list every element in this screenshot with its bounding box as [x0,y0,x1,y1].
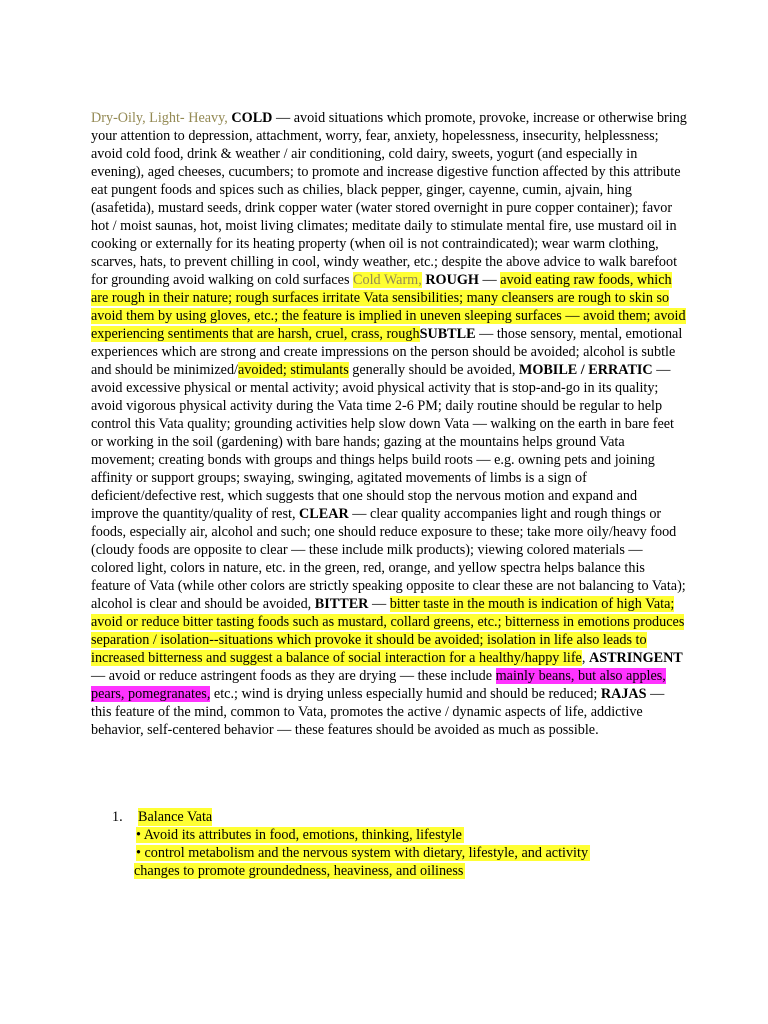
dash-text: — [478,272,501,288]
bullet-list [136,826,696,880]
bullet-item [136,844,696,862]
cold-description: — avoid situations which promote, provoke, increase or otherwise bring your attention to depression, attachment, worry, fear, anxiety, hopelessness, insecurity, helplessness; avoid cold food, drink & weather / air conditioning, cold dairy, sweets, yogurt (and especially in evening), aged cheeses, cucumbers; to promote and increase digestive function affected by this attribute eat pungent foods and spices such as chilies, black pepper, ginger, cayenne, cumin, ajvain, hing (asafetida), mustard seeds, drink copper water (water stored overnight in pure copper container); favor hot / moist saunas, hot, moist living climates; meditate daily to stimulate mental fire, use mustard oil in cooking or externally for its heating property (when oil is not contraindicated); wear warm clothing, scarves, hats, to prevent chilling in cool, windy weather, etc.; despite the above advice to walk barefoot for grounding avoid walking on cold surfaces [91,110,687,288]
bitter-description-highlight: bitter taste in the mouth is indication of high Vata; avoid or reduce bitter tasting foods such as mustard, collard greens, etc.; bitterness in emotions produces separation / isolation--situations which provoke it should be avoided; isolation in life also leads to increased bitterness and suggest a balance of social interaction for a healthy/happy life [91,596,685,666]
stimulants-highlight: avoided; stimulants [237,362,349,378]
comma-text: , [581,650,589,666]
cold-heading: COLD [231,110,273,126]
dry-oily-light-heavy-text: Dry-Oily, Light- Heavy, [91,110,232,126]
stimulants-continuation: generally should be avoided, [348,362,519,378]
bullet-item-continuation [134,862,696,880]
beans-fruits-highlight: mainly beans, but also apples, pears, pomegranates, [91,668,666,702]
mobile-erratic-heading: MOBILE / ERRATIC [518,362,653,378]
rajas-heading: RAJAS [600,686,647,702]
astringent-continuation: etc.; wind is drying unless especially humid and should be reduced; [210,686,601,702]
clear-heading: CLEAR [299,506,349,522]
cold-warm-highlight: Cold Warm, [353,272,422,288]
rough-heading: ROUGH [425,272,479,288]
bullet-text: • control metabolism and the nervous system with dietary, lifestyle, and activity [136,845,589,861]
astringent-description: — avoid or reduce astringent foods as they are drying — these include [91,668,496,684]
mobile-erratic-description: — avoid excessive physical or mental activity; avoid physical activity that is stop-and-go in its quality; avoid vigorous physical activity during the Vata time 2-6 PM; daily routine should be regular to help control this Vata quality; grounding activities help slow down Vata — walking on the earth in bare feet or working in the soil (gardening) with bare hands; gazing at the mountains helps ground Vata movement; creating bonds with groups and things helps build roots — e.g. owning pets and joining affinity or support groups; swaying, swinging, agitated movements of limbs is a sign of deficient/defective rest, which suggests that one should stop the nervous motion and expand and improve the quantity/quality of rest, [91,362,675,522]
subtle-description: — those sensory, mental, emotional experiences which are strong and create impressions on the person should be avoided; alcohol is subtle and should be minimized/ [91,326,683,378]
bullet-text: changes to promote groundedness, heaviness, and oiliness [134,863,464,879]
clear-description: — clear quality accompanies light and rough things or foods, especially air, alcohol and such; one should reduce exposure to these; take more oily/heavy food (cloudy foods are opposite to clear — these include milk products); viewing colored materials — colored light, colors in nature, etc. in the green, red, orange, and yellow spectra helps balance this feature of Vata (while other colors are strictly speaking opposite to clear these are not balancing to Vata); alcohol is clear and should be avoided, [91,506,686,612]
bitter-heading: BITTER [314,596,369,612]
bullet-item [136,826,696,844]
astringent-heading: ASTRINGENT [588,650,683,666]
subtle-heading: SUBTLE [419,326,476,342]
vata-attributes-paragraph [91,109,687,739]
dash-text-2: — [368,596,390,612]
list-item-title: Balance Vata [138,809,213,825]
list-number: 1. [112,809,123,825]
bullet-text: • Avoid its attributes in food, emotions, thinking, lifestyle [136,827,462,843]
rajas-description: — this feature of the mind, common to Vata, promotes the active / dynamic aspects of life, addictive behavior, self-centered behavior — these features should be avoided as much as possible. [91,686,665,738]
rough-description-highlight: avoid eating raw foods, which are rough in their nature; rough surfaces irritate Vata sensibilities; many cleansers are rough to skin so avoid them by using gloves, etc.; the feature is implied in uneven sleeping surfaces — avoid them; avoid experiencing sentiments that are harsh, cruel, crass, rough [91,272,686,342]
